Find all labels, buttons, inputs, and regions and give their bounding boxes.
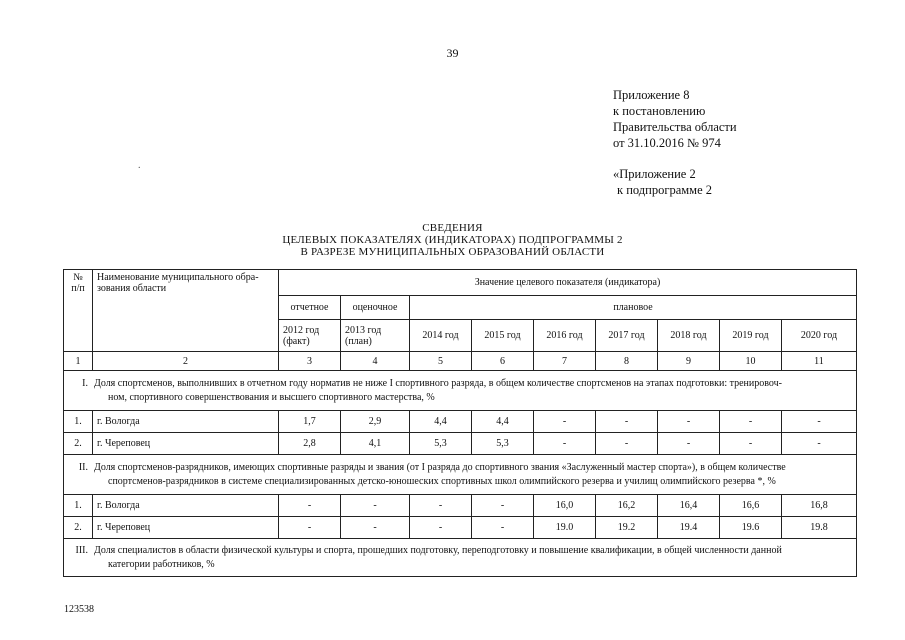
- scan-dot: .: [138, 160, 141, 171]
- section-row: [64, 371, 857, 411]
- row-number: 1.: [64, 411, 93, 433]
- section-number: I.: [82, 377, 88, 389]
- row-value: 16,8: [782, 495, 857, 517]
- header-year: 2018 год: [658, 320, 720, 352]
- header-planned: плановое: [410, 296, 857, 320]
- section-number: II.: [78, 461, 88, 473]
- page-number: 39: [446, 46, 459, 60]
- row-value: -: [658, 411, 720, 433]
- section-text: Доля спортсменов, выполнивших в отчетном году норматив не ниже I спортивного разряда, в общем количестве спортсменов на этапах подготовки: тренировоч-: [94, 377, 782, 389]
- row-value: -: [658, 433, 720, 455]
- header-value: Значение целевого показателя (индикатора): [279, 270, 857, 296]
- row-value: -: [472, 517, 534, 539]
- title-line: ЦЕЛЕВЫХ ПОКАЗАТЕЛЯХ (ИНДИКАТОРАХ) ПОДПРОГРАММЫ 2: [282, 234, 623, 246]
- row-value: -: [596, 411, 658, 433]
- row-value: 5,3: [410, 433, 472, 455]
- section-text: категории работников, %: [108, 558, 215, 570]
- document-title: [0, 222, 905, 258]
- header-year: 2013 год (план): [341, 320, 410, 352]
- row-value: 19.8: [782, 517, 857, 539]
- table-row: [64, 411, 857, 433]
- column-number: 5: [410, 352, 472, 371]
- row-value: -: [534, 433, 596, 455]
- section-text: Доля спортсменов-разрядников, имеющих спортивные разряды и звания (от I разряда до спортивного звания «Заслуженный мастер спорта»), в общем количестве: [94, 461, 786, 473]
- appendix-line: Приложение 8: [613, 88, 690, 102]
- row-value: 4,4: [410, 411, 472, 433]
- column-number: 6: [472, 352, 534, 371]
- row-value: 4,1: [341, 433, 410, 455]
- row-value: -: [720, 433, 782, 455]
- column-number: 3: [279, 352, 341, 371]
- row-value: -: [341, 495, 410, 517]
- column-number: 8: [596, 352, 658, 371]
- table-row: [64, 517, 857, 539]
- header-name: Наименование муниципального обра- зования области: [93, 270, 279, 352]
- row-value: 19.2: [596, 517, 658, 539]
- row-number: 2.: [64, 433, 93, 455]
- header-reported: отчетное: [279, 296, 341, 320]
- appendix-line: к постановлению: [613, 104, 706, 118]
- section-number: III.: [75, 544, 88, 556]
- column-number: 11: [782, 352, 857, 371]
- column-numbers-row: [64, 352, 857, 371]
- row-value: 16,2: [596, 495, 658, 517]
- section-title: [64, 539, 857, 577]
- section-row: [64, 455, 857, 495]
- header-year: 2016 год: [534, 320, 596, 352]
- column-number: 2: [93, 352, 279, 371]
- header-year: 2020 год: [782, 320, 857, 352]
- row-value: 4,4: [472, 411, 534, 433]
- footer-code: 123538: [64, 604, 94, 615]
- section-row: [64, 539, 857, 577]
- row-value: 5,3: [472, 433, 534, 455]
- header-year: 2012 год (факт): [279, 320, 341, 352]
- row-value: -: [720, 411, 782, 433]
- header-year: 2014 год: [410, 320, 472, 352]
- row-value: 19.4: [658, 517, 720, 539]
- row-number: 1.: [64, 495, 93, 517]
- row-municipality: г. Череповец: [93, 517, 279, 539]
- appendix-line: «Приложение 2: [613, 167, 696, 181]
- appendix-line: к подпрограмме 2: [617, 183, 712, 197]
- row-value: -: [472, 495, 534, 517]
- indicators-table: [63, 269, 857, 577]
- appendix-line: от 31.10.2016 № 974: [613, 136, 721, 150]
- row-value: 1,7: [279, 411, 341, 433]
- row-municipality: г. Вологда: [93, 495, 279, 517]
- row-value: 2,9: [341, 411, 410, 433]
- section-text: Доля специалистов в области физической культуры и спорта, прошедших подготовку, переподготовку и повышение квалификации, в общей численности данной: [94, 544, 782, 556]
- row-value: 16,6: [720, 495, 782, 517]
- row-value: -: [596, 433, 658, 455]
- table-row: [64, 433, 857, 455]
- table-body: [64, 270, 857, 577]
- row-value: -: [279, 495, 341, 517]
- title-line: СВЕДЕНИЯ: [422, 222, 483, 234]
- row-value: -: [410, 495, 472, 517]
- header-year: 2017 год: [596, 320, 658, 352]
- row-value: -: [782, 411, 857, 433]
- row-value: -: [341, 517, 410, 539]
- row-municipality: г. Череповец: [93, 433, 279, 455]
- row-value: -: [410, 517, 472, 539]
- row-municipality: г. Вологда: [93, 411, 279, 433]
- title-line: В РАЗРЕЗЕ МУНИЦИПАЛЬНЫХ ОБРАЗОВАНИЙ ОБЛАСТИ: [300, 246, 605, 258]
- header-year: 2019 год: [720, 320, 782, 352]
- row-value: -: [782, 433, 857, 455]
- row-number: 2.: [64, 517, 93, 539]
- appendix-line: Правительства области: [613, 120, 737, 134]
- appendix-block: [613, 87, 737, 198]
- row-value: 19.0: [534, 517, 596, 539]
- row-value: 2,8: [279, 433, 341, 455]
- column-number: 7: [534, 352, 596, 371]
- row-value: 16,4: [658, 495, 720, 517]
- section-title: [64, 455, 857, 495]
- column-number: 10: [720, 352, 782, 371]
- column-number: 1: [64, 352, 93, 371]
- table-row: [64, 495, 857, 517]
- row-value: 16,0: [534, 495, 596, 517]
- row-value: -: [279, 517, 341, 539]
- column-number: 4: [341, 352, 410, 371]
- header-estimated: оценочное: [341, 296, 410, 320]
- header-num: № п/п: [64, 270, 93, 352]
- row-value: 19.6: [720, 517, 782, 539]
- header-year: 2015 год: [472, 320, 534, 352]
- section-text: ном, спортивного совершенствования и высшего спортивного мастерства, %: [108, 391, 435, 403]
- column-number: 9: [658, 352, 720, 371]
- section-text: спортсменов-разрядников в системе специализированных детско-юношеских спортивных школ олимпийского резерва и училищ олимпийского резерва *, %: [108, 475, 776, 487]
- section-title: [64, 371, 857, 411]
- row-value: -: [534, 411, 596, 433]
